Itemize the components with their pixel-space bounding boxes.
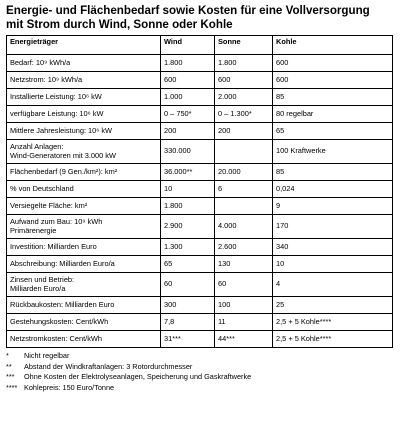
kohle-value-cell: 25: [273, 297, 393, 314]
wind-value-cell: 7,8: [161, 314, 215, 331]
kohle-value-cell: 2,5 + 5 Kohle****: [273, 314, 393, 331]
sonne-value-cell: 60: [215, 273, 273, 297]
table-row: [7, 106, 393, 123]
wind-value-cell: 60: [161, 273, 215, 297]
header-kohle: Kohle: [273, 36, 393, 55]
row-label-cell: % von Deutschland: [7, 181, 161, 198]
row-label-cell: Installierte Leistung: 10⁶ kW: [7, 89, 161, 106]
sonne-value-cell: [215, 140, 273, 164]
row-label-cell: Bedarf: 10⁹ kWh/a: [7, 55, 161, 72]
kohle-value-cell: 80 regelbar: [273, 106, 393, 123]
table-row: [7, 239, 393, 256]
table-header-row: [7, 36, 393, 55]
sonne-value-cell: [215, 198, 273, 215]
table-row: [7, 314, 393, 331]
wind-value-cell: 1.800: [161, 198, 215, 215]
kohle-value-cell: 4: [273, 273, 393, 297]
wind-value-cell: 1.000: [161, 89, 215, 106]
table-row: [7, 55, 393, 72]
kohle-value-cell: 65: [273, 123, 393, 140]
wind-value-cell: 31***: [161, 331, 215, 348]
row-label-cell: Mittlere Jahresleistung: 10⁶ kW: [7, 123, 161, 140]
table-row: [7, 273, 393, 297]
footnote-marker: ****: [6, 382, 18, 392]
footnotes: [6, 351, 400, 393]
footnote-marker: **: [6, 361, 12, 371]
row-label-cell: Investition: Milliarden Euro: [7, 239, 161, 256]
sonne-value-cell: 0 – 1.300*: [215, 106, 273, 123]
row-label-cell: Gestehungskosten: Cent/kWh: [7, 314, 161, 331]
footnote-text: Ohne Kosten der Elektrolyseanlagen, Speicherung und Gaskraftwerke: [24, 372, 252, 382]
row-label-cell: Zinsen und Betrieb: Milliarden Euro/a: [7, 273, 161, 297]
table-row: [7, 123, 393, 140]
wind-value-cell: 1.300: [161, 239, 215, 256]
table-row: [7, 140, 393, 164]
row-label-cell: Rückbaukosten: Milliarden Euro: [7, 297, 161, 314]
sonne-value-cell: 44***: [215, 331, 273, 348]
footnote-text: Abstand der Windkraftanlagen: 3 Rotordurchmesser: [24, 361, 193, 371]
row-label-cell: Anzahl Anlagen: Wind-Generatoren mit 3.000 kW: [7, 140, 161, 164]
footnote: [6, 383, 400, 394]
wind-value-cell: 65: [161, 256, 215, 273]
header-sonne: Sonne: [215, 36, 273, 55]
wind-value-cell: 2.900: [161, 215, 215, 239]
kohle-value-cell: 600: [273, 55, 393, 72]
wind-value-cell: 1.800: [161, 55, 215, 72]
table-row: [7, 297, 393, 314]
sonne-value-cell: 6: [215, 181, 273, 198]
table-row: [7, 181, 393, 198]
wind-value-cell: 330.000: [161, 140, 215, 164]
kohle-value-cell: 340: [273, 239, 393, 256]
row-label-cell: Versiegelte Fläche: km²: [7, 198, 161, 215]
footnote-text: Nicht regelbar: [24, 351, 70, 360]
footnote: [6, 351, 400, 362]
header-wind: Wind: [161, 36, 215, 55]
footnote-marker: ***: [6, 372, 15, 382]
kohle-value-cell: 10: [273, 256, 393, 273]
row-label-cell: Netzstrom: 10⁹ kWh/a: [7, 72, 161, 89]
table-row: [7, 331, 393, 348]
sonne-value-cell: 4.000: [215, 215, 273, 239]
kohle-value-cell: 0,024: [273, 181, 393, 198]
energy-comparison-table: [6, 35, 393, 348]
row-label-cell: Aufwand zum Bau: 10⁹ kWh Primärenergie: [7, 215, 161, 239]
footnote: [6, 372, 400, 383]
wind-value-cell: 36.000**: [161, 164, 215, 181]
footnote-marker: *: [6, 351, 9, 360]
table-row: [7, 256, 393, 273]
kohle-value-cell: 2,5 + 5 Kohle****: [273, 331, 393, 348]
row-label-cell: Abschreibung: Milliarden Euro/a: [7, 256, 161, 273]
wind-value-cell: 10: [161, 181, 215, 198]
row-label-cell: Netzstromkosten: Cent/kWh: [7, 331, 161, 348]
sonne-value-cell: 20.000: [215, 164, 273, 181]
sonne-value-cell: 11: [215, 314, 273, 331]
row-label-cell: Flächenbedarf (9 Gen./km²): km²: [7, 164, 161, 181]
kohle-value-cell: 85: [273, 164, 393, 181]
document-title: [6, 4, 400, 32]
wind-value-cell: 200: [161, 123, 215, 140]
kohle-value-cell: 100 Kraftwerke: [273, 140, 393, 164]
table-row: [7, 72, 393, 89]
kohle-value-cell: 85: [273, 89, 393, 106]
row-label-cell: verfügbare Leistung: 10⁶ kW: [7, 106, 161, 123]
footnote-text: Kohlepreis: 150 Euro/Tonne: [24, 382, 115, 392]
table-body: [7, 55, 393, 348]
wind-value-cell: 600: [161, 72, 215, 89]
title-line-1: Energie- und Flächenbedarf sowie Kosten für eine Vollversorgung: [6, 4, 370, 17]
wind-value-cell: 0 – 750*: [161, 106, 215, 123]
table-row: [7, 215, 393, 239]
header-energietraeger: Energieträger: [7, 36, 161, 55]
footnote: [6, 362, 400, 373]
kohle-value-cell: 170: [273, 215, 393, 239]
table-row: [7, 198, 393, 215]
sonne-value-cell: 130: [215, 256, 273, 273]
title-line-2: mit Strom durch Wind, Sonne oder Kohle: [6, 18, 233, 31]
sonne-value-cell: 2.600: [215, 239, 273, 256]
sonne-value-cell: 2.000: [215, 89, 273, 106]
sonne-value-cell: 600: [215, 72, 273, 89]
wind-value-cell: 300: [161, 297, 215, 314]
kohle-value-cell: 600: [273, 72, 393, 89]
kohle-value-cell: 9: [273, 198, 393, 215]
sonne-value-cell: 100: [215, 297, 273, 314]
table-row: [7, 164, 393, 181]
sonne-value-cell: 1.800: [215, 55, 273, 72]
table-row: [7, 89, 393, 106]
sonne-value-cell: 200: [215, 123, 273, 140]
